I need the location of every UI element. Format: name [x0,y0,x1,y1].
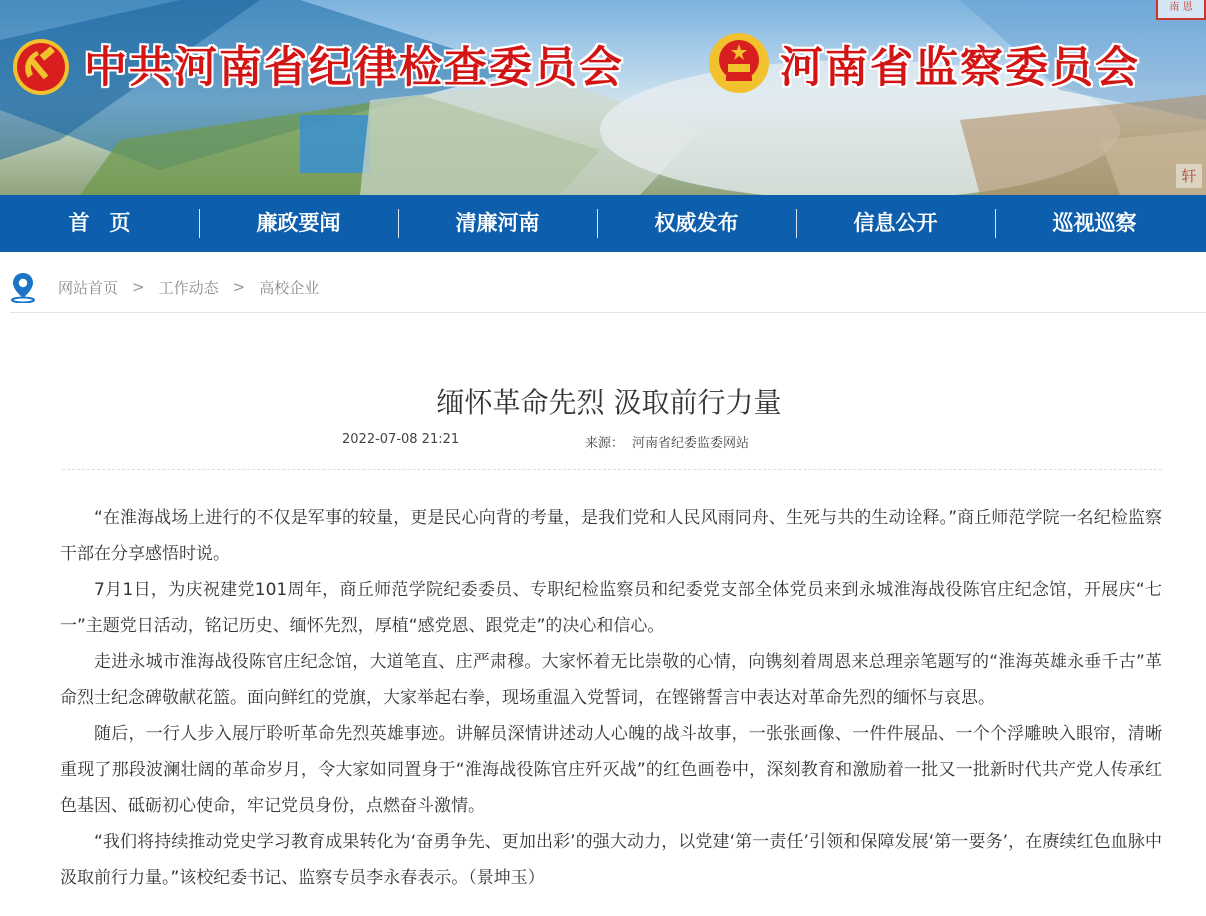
article-body [60,500,1162,896]
nav-clean-govt-news[interactable]: 廉政要闻 [199,195,398,252]
breadcrumb-home[interactable]: 网站首页 [58,278,119,297]
commission-title: 中共河南省纪律检查委员会 [84,43,624,93]
nav-home[interactable]: 首页 [68,211,151,235]
signature-mark: 轩 [1176,164,1202,188]
breadcrumb-divider [10,312,1206,313]
article-paragraph: “我们将持续推动党史学习教育成果转化为‘奋勇争先、更加出彩’的强大动力，以党建‘第一责任’引领和保障发展‘第一要务’，在赓续红色血脉中汲取前行力量。”该校纪委书记、监察专员李永春表示。（景坤玉） [60,832,1162,888]
breadcrumb-work-news[interactable]: 工作动态 [158,278,219,297]
source-value: 河南省纪委监委网站 [632,436,750,451]
breadcrumb [10,270,319,304]
article-paragraph: “在淮海战场上进行的不仅是军事的较量，更是民心向背的考量，是我们党和人民风雨同舟、生死与共的生动诠释。”商丘师范学院一名纪检监察干部在分享感悟时说。 [60,508,1162,564]
publish-date: 2022-07-08 21:21 [342,432,460,447]
party-emblem-icon [10,36,72,102]
nav-info-disclosure[interactable]: 信息公开 [796,195,995,252]
header-banner [0,0,1206,195]
article-source [585,432,749,451]
nav-authoritative-release[interactable]: 权威发布 [597,195,796,252]
article-paragraph: 走进永城市淮海战役陈官庄纪念馆，大道笔直、庄严肃穆。大家怀着无比崇敬的心情，向镌刻着周恩来总理亲笔题写的“淮海英雄永垂千古”革命烈士纪念碑敬献花篮。面向鲜红的党旗，大家举起右拳，现场重温入党誓词，在铿锵誓言中表达对革命先烈的缅怀与哀思。 [60,652,1162,708]
meta-divider [62,469,1162,470]
article-title: 缅怀革命先烈 汲取前行力量 [436,385,782,419]
breadcrumb-separator: > [132,278,145,296]
supervision-title: 河南省监察委员会 [780,43,1140,93]
source-label: 来源： [585,436,625,451]
nav-clean-henan[interactable]: 清廉河南 [398,195,597,252]
national-emblem-icon [706,30,772,100]
main-nav [0,195,1206,252]
nav-inspection[interactable]: 巡视巡察 [995,195,1194,252]
breadcrumb-universities[interactable]: 高校企业 [259,278,320,297]
article-paragraph: 随后，一行人步入展厅聆听革命先烈英雄事迹。讲解员深情讲述动人心魄的战斗故事，一张张画像、一件件展品、一个个浮雕映入眼帘，清晰重现了那段波澜壮阔的革命岁月，令大家如同置身于“淮海战役陈官庄歼灭战”的红色画卷中，深刻教育和激励着一批又一批新时代共产党人传承红色基因、砥砺初心使命，牢记党员身份，点燃奋斗激情。 [60,724,1162,816]
location-pin-icon [10,271,36,303]
article-paragraph: 7月1日，为庆祝建党101周年，商丘师范学院纪委委员、专职纪检监察员和纪委党支部全体党员来到永城淮海战役陈官庄纪念馆，开展庆“七一”主题党日活动，铭记历史、缅怀先烈，厚植“感党恩、跟党走”的决心和信心。 [60,580,1162,636]
breadcrumb-separator: > [232,278,246,296]
seal-stamp: 南 恩 [1156,0,1206,20]
